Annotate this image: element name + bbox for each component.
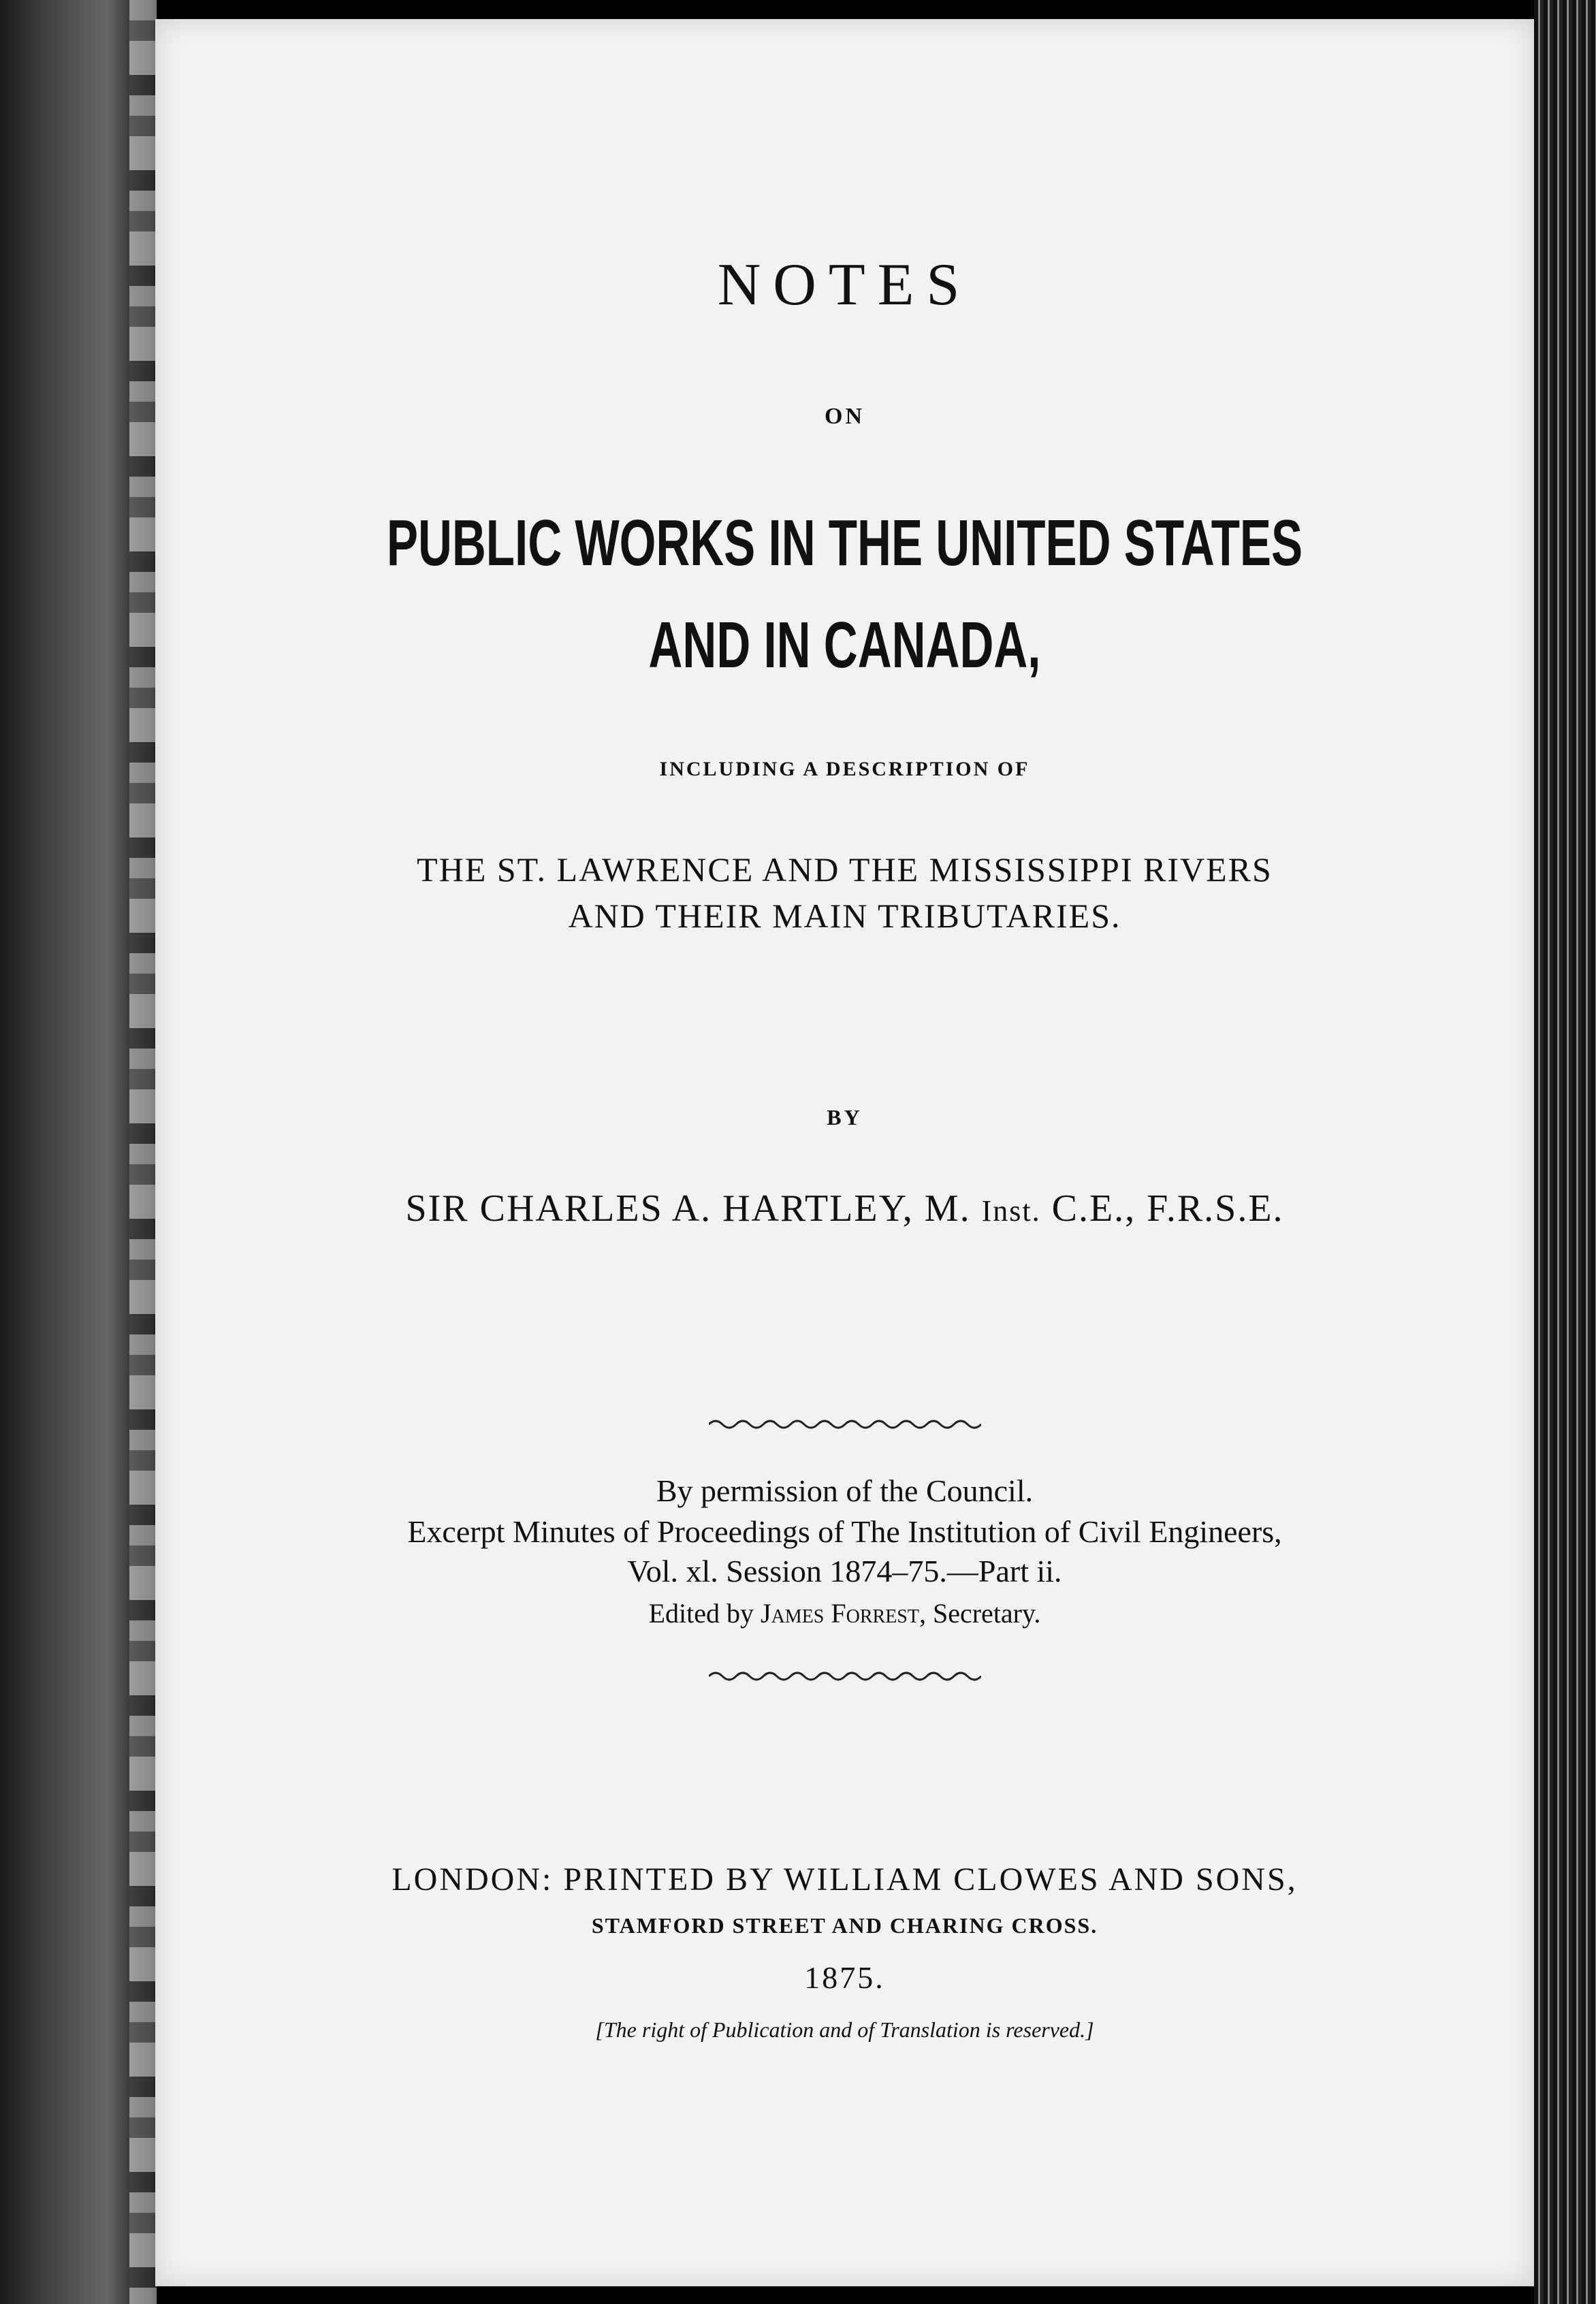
author-name: SIR CHARLES A. HARTLEY, M. <box>405 1187 982 1230</box>
main-title-line-2: AND IN CANADA, <box>648 609 1041 682</box>
connector-on: ON <box>825 404 865 429</box>
volume-line: Vol. xl. Session 1874–75.—Part ii. <box>627 1554 1062 1588</box>
heading-notes: NOTES <box>717 252 972 318</box>
editor-prefix: Edited by <box>648 1598 761 1629</box>
title-page <box>155 19 1534 2286</box>
binding-edge <box>129 0 157 2304</box>
author-inst: Inst. <box>981 1194 1041 1228</box>
rights-notice: [The right of Publication and of Translation is reserved.] <box>595 2017 1094 2042</box>
editor-line <box>155 1597 1534 1629</box>
author-line <box>155 1187 1534 1230</box>
editor-suffix: , Secretary. <box>919 1598 1041 1629</box>
subtitle-including: INCLUDING A DESCRIPTION OF <box>659 758 1030 780</box>
wavy-rule-ornament <box>155 1416 1534 1436</box>
excerpt-line: Excerpt Minutes of Proceedings of The Institution of Civil Engineers, <box>407 1514 1282 1549</box>
wavy-rule-ornament <box>155 1668 1534 1688</box>
printer-line: LONDON: PRINTED BY WILLIAM CLOWES AND SONS, <box>392 1861 1298 1898</box>
page-edges <box>1534 0 1596 2304</box>
publication-year: 1875. <box>804 1960 885 1995</box>
subtitle-line-2: AND THEIR MAIN TRIBUTARIES. <box>568 897 1121 935</box>
main-title-line-1: PUBLIC WORKS IN THE UNITED STATES <box>386 507 1303 579</box>
author-credentials: C.E., F.R.S.E. <box>1040 1187 1284 1230</box>
subtitle-line-1: THE ST. LAWRENCE AND THE MISSISSIPPI RIVERS <box>417 850 1273 889</box>
printer-address: STAMFORD STREET AND CHARING CROSS. <box>591 1913 1098 1938</box>
byline-by: BY <box>827 1105 863 1130</box>
permission-line: By permission of the Council. <box>656 1473 1034 1508</box>
editor-name: James Forrest <box>761 1598 919 1629</box>
